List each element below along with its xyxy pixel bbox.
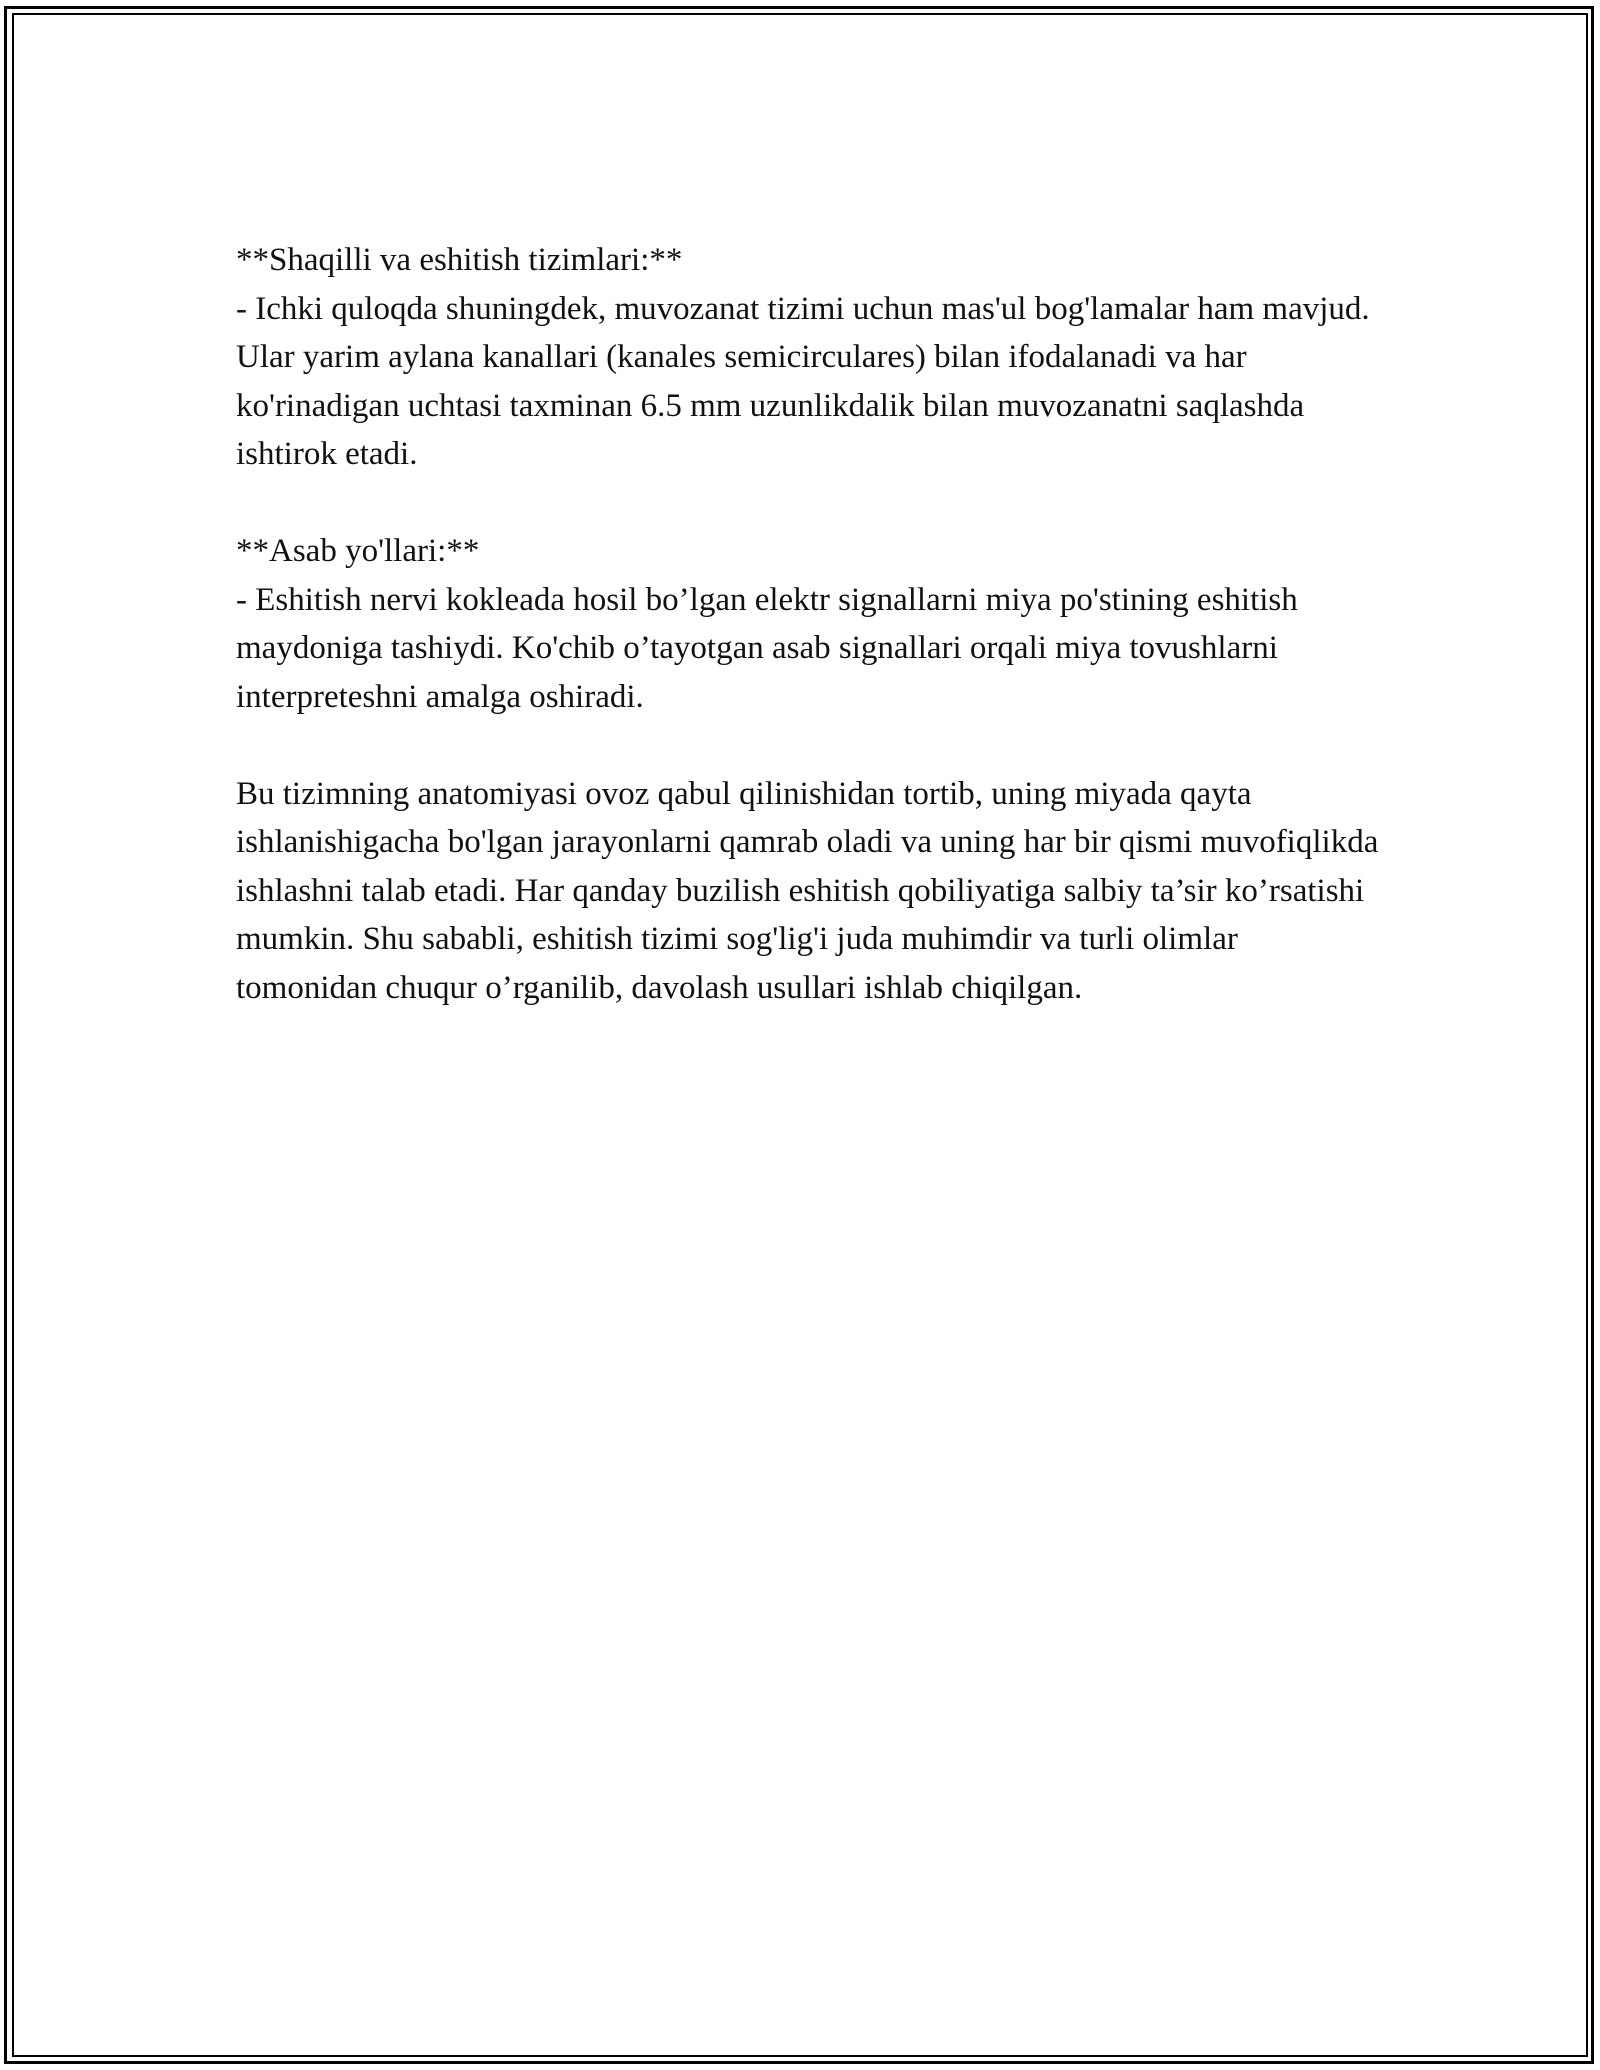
section-paragraph: - Ichki quloqda shuningdek, muvozanat tizimi uchun mas'ul bog'lamalar ham mavjud. Ular yarim aylana kanallari (kanales semicirculares) bilan ifodalanadi va har ko'rinadigan uchtasi taxminan 6.5 mm uzunlikdalik bilan muvozanatni saqlashda ishtirok etadi. [236, 290, 1370, 472]
conclusion-paragraph: Bu tizimning anatomiyasi ovoz qabul qilinishidan tortib, uning miyada qayta ishlanishigacha bo'lgan jarayonlarni qamrab oladi va uning har bir qismi muvofiqlikda ishlashni talab etadi. Har qanday buzilish eshitish qobiliyatiga salbiy ta’sir ko’rsatishi mumkin. Shu sababli, eshitish tizimi sog'lig'i juda muhimdir va turli olimlar tomonidan chuqur o’rganilib, davolash usullari ishlab chiqilgan. [236, 775, 1379, 1006]
document-body [236, 236, 1386, 1061]
section-nerve-pathways [236, 527, 1386, 721]
section-conclusion [236, 770, 1386, 1013]
section-vestibular [236, 236, 1386, 479]
section-heading: **Shaqilli va eshitish tizimlari:** [236, 242, 683, 278]
section-paragraph: - Eshitish nervi kokleada hosil bo’lgan elektr signallarni miya po'stining eshitish maydoniga tashiydi. Ko'chib o’tayotgan asab signallari orqali miya tovushlarni interpreteshni amalga oshiradi. [236, 581, 1298, 715]
section-heading: **Asab yo'llari:** [236, 533, 480, 569]
